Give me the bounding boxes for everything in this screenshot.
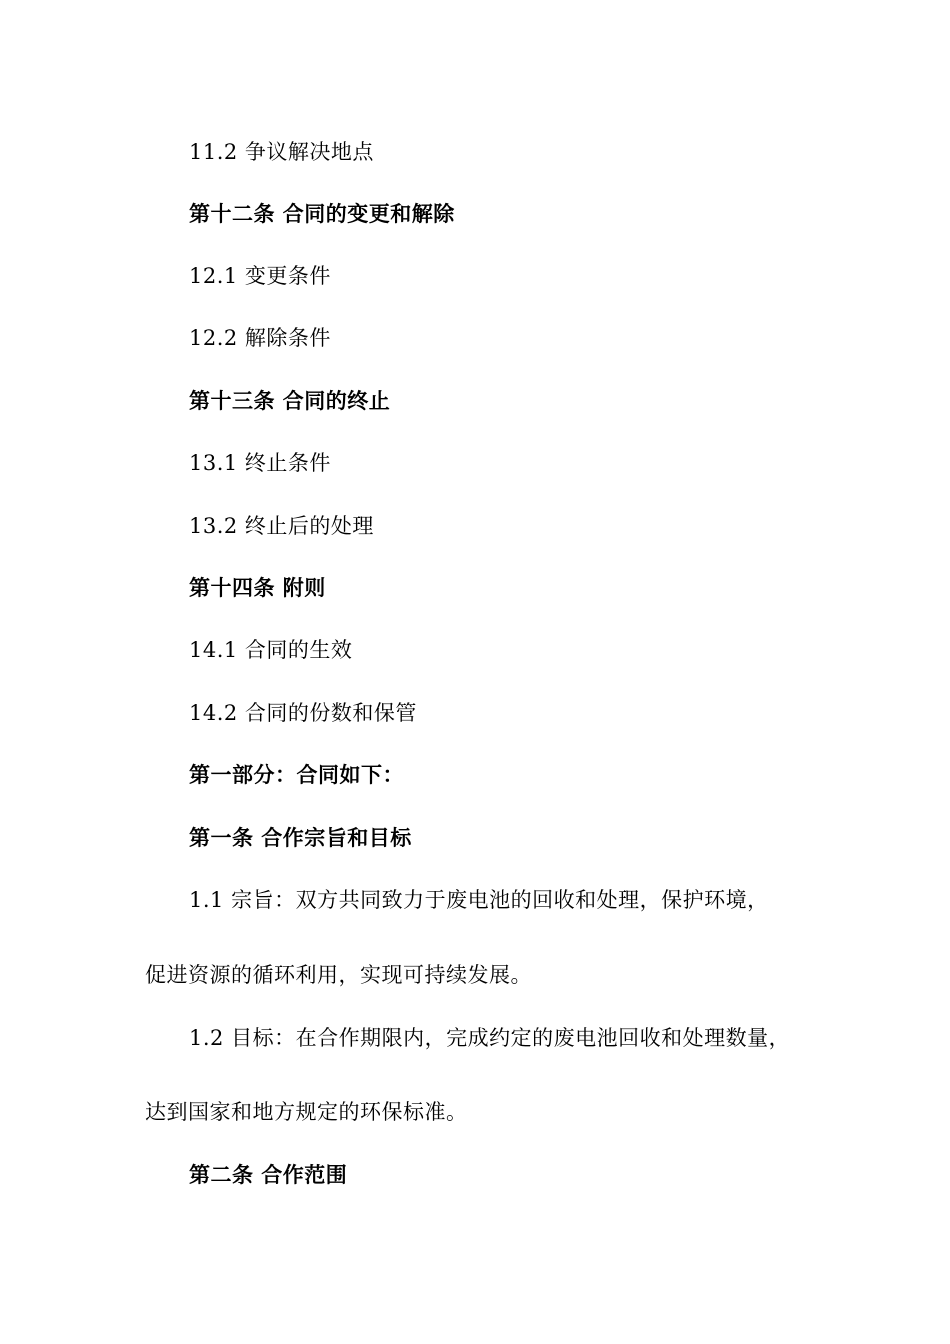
clause-1-1-line-2: 促进资源的循环利用，实现可持续发展。	[145, 963, 532, 987]
clause-14-2: 14.2 合同的份数和保管	[189, 701, 417, 725]
clause-13-2: 13.2 终止后的处理	[189, 514, 374, 538]
clause-12-1: 12.1 变更条件	[189, 264, 331, 288]
article-12-heading: 第十二条 合同的变更和解除	[189, 202, 455, 226]
clause-1-2-line-1: 1.2 目标：在合作期限内，完成约定的废电池回收和处理数量，	[189, 1026, 791, 1050]
article-2-heading: 第二条 合作范围	[189, 1163, 348, 1187]
clause-13-1: 13.1 终止条件	[189, 451, 331, 475]
article-14-heading: 第十四条 附则	[189, 576, 326, 600]
clause-1-1-line-1: 1.1 宗旨：双方共同致力于废电池的回收和处理，保护环境，	[189, 888, 769, 912]
clause-12-2: 12.2 解除条件	[189, 326, 331, 350]
clause-1-2-line-2: 达到国家和地方规定的环保标准。	[145, 1100, 468, 1124]
part-one-heading: 第一部分：合同如下：	[189, 763, 404, 787]
clause-14-1: 14.1 合同的生效	[189, 638, 353, 662]
clause-11-2: 11.2 争议解决地点	[189, 140, 374, 164]
article-1-heading: 第一条 合作宗旨和目标	[189, 826, 412, 850]
article-13-heading: 第十三条 合同的终止	[189, 389, 391, 413]
